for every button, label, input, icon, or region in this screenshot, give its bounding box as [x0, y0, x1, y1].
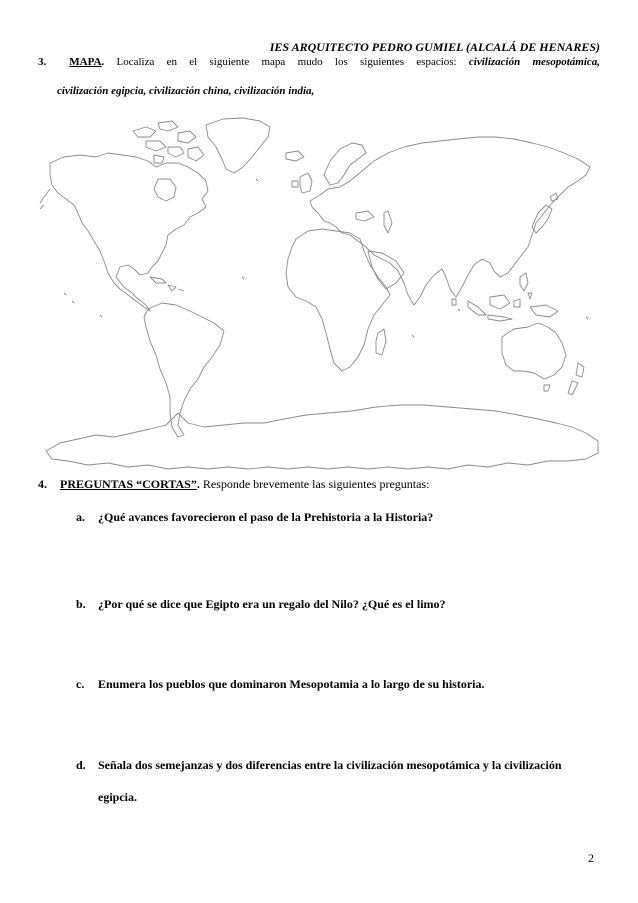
question-letter: b. — [76, 597, 86, 611]
indonesia-outline — [468, 295, 558, 321]
question-letter: d. — [76, 758, 86, 772]
page-number: 2 — [588, 851, 594, 865]
question-text: ¿Por qué se dice que Egipto era un regalo del Nilo? ¿Qué es el limo? — [98, 597, 446, 611]
greenland-outline — [206, 118, 270, 173]
question-text: ¿Qué avances favorecieron el paso de la Prehistoria a la Historia? — [98, 510, 434, 524]
antarctica-outline — [46, 405, 598, 469]
sri-lanka-outline — [452, 299, 456, 305]
africa-outline — [286, 229, 390, 371]
section-3-heading — [38, 54, 600, 70]
black-sea-outline — [356, 211, 374, 221]
school-header: IES ARQUITECTO PEDRO GUMIEL (ALCALÁ DE HENARES) — [269, 40, 600, 54]
section-3-intro: Localiza en el siguiente mapa mudo los siguientes espacios: — [116, 56, 457, 68]
japan-outline — [532, 193, 558, 233]
question-d-continuation: egipcia. — [98, 790, 137, 804]
aleutians-outline — [40, 189, 50, 209]
section-3-title: MAPA — [69, 56, 102, 68]
question-letter: c. — [76, 677, 85, 691]
question-text: Enumera los pueblos que dominaron Mesopotamia a lo largo de su historia. — [98, 677, 485, 691]
eurasia-outline — [310, 137, 590, 305]
arctic-islands-outline — [133, 121, 204, 163]
section-3-items-line: civilización egipcia, civilización china, civilización india, — [57, 85, 315, 97]
caspian-sea-outline — [384, 211, 392, 233]
section-3-first-item: civilización mesopotámica, — [468, 56, 601, 68]
south-america-outline — [144, 303, 224, 437]
hudson-bay-outline — [154, 179, 176, 201]
section-4-title-suffix: . — [196, 477, 200, 491]
section-4-number: 4. — [38, 477, 47, 491]
madagascar-outline — [376, 329, 386, 355]
british-isles-outline — [292, 173, 312, 193]
question-a — [76, 510, 606, 525]
iceland-outline — [286, 151, 304, 161]
section-4-title: PREGUNTAS “CORTAS” — [60, 477, 197, 491]
question-letter: a. — [76, 510, 85, 524]
section-4-heading — [38, 477, 600, 492]
philippines-outline — [520, 273, 532, 299]
section-3-title-suffix: . — [101, 56, 105, 68]
question-c — [76, 677, 606, 692]
section-4-intro: Responde brevemente las siguientes preguntas: — [202, 477, 430, 491]
map-specks — [64, 179, 588, 337]
world-outline-map — [38, 101, 600, 473]
question-text: Señala dos semejanzas y dos diferencias entre la civilización mesopotámica y la civilización — [98, 758, 562, 772]
new-zealand-outline — [568, 363, 584, 395]
scandinavia-outline — [324, 143, 366, 185]
question-b — [76, 597, 606, 612]
section-3-number: 3. — [38, 56, 47, 68]
australia-outline — [502, 323, 566, 379]
caribbean-outline — [150, 277, 184, 291]
question-d — [76, 758, 606, 773]
tasmania-outline — [544, 385, 550, 391]
north-america-outline — [50, 153, 208, 311]
